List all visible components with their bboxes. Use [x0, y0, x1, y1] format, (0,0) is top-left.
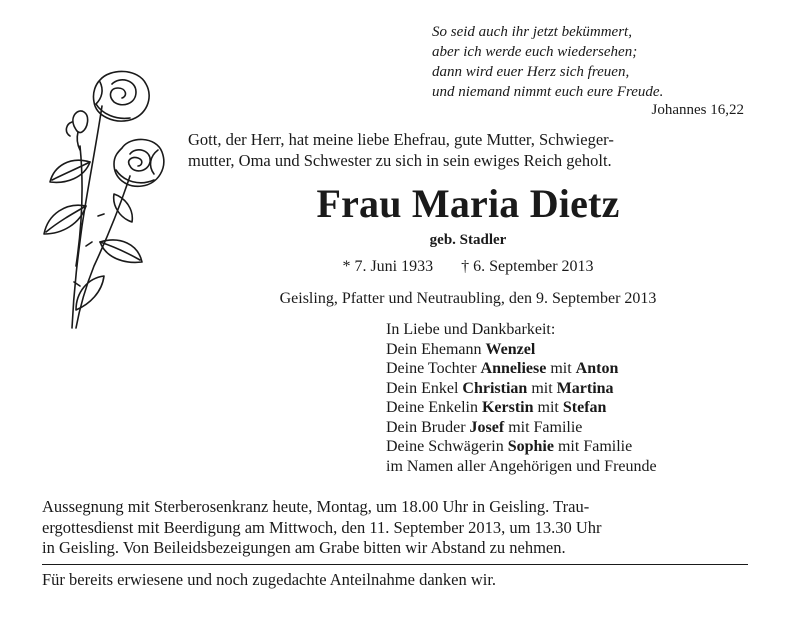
poem-line: aber ich werde euch wiedersehen;	[432, 44, 638, 60]
poem-block	[432, 22, 752, 102]
bible-reference: Johannes 16,22	[651, 102, 744, 118]
maiden-name: geb. Stadler	[429, 232, 507, 248]
mourners-closing: im Namen aller Angehörigen und Freunde	[386, 457, 657, 475]
announcement-intro	[188, 129, 748, 171]
birth-date: * 7. Juni 1933	[342, 258, 434, 275]
funeral-service-info	[42, 497, 748, 559]
poem-line: dann wird euer Herz sich freuen,	[432, 64, 630, 80]
mourner-line: Dein Bruder Josef mit Familie	[386, 418, 583, 436]
mourners-list	[386, 320, 766, 476]
thanks-note: Für bereits erwiesene und noch zugedachte Anteilnahme danken wir.	[42, 570, 497, 589]
poem-line: So seid auch ihr jetzt bekümmert,	[432, 24, 632, 40]
life-dates	[188, 258, 748, 276]
mourner-line: Deine Enkelin Kerstin mit Stefan	[386, 399, 607, 416]
intro-line: Gott, der Herr, hat meine liebe Ehefrau, gute Mutter, Schwieger-	[188, 130, 614, 149]
mourner-line: Dein Enkel Christian mit Martina	[386, 379, 614, 397]
rose-illustration-icon	[30, 66, 180, 336]
service-line: ergottesdienst mit Beerdigung am Mittwoch, den 11. September 2013, um 13.30 Uhr	[42, 517, 602, 537]
poem-line: und niemand nimmt euch eure Freude.	[432, 84, 664, 100]
mourner-line: Deine Tochter Anneliese mit Anton	[386, 360, 619, 377]
deceased-name: Frau Maria Dietz	[316, 181, 620, 226]
service-line: Aussegnung mit Sterberosenkranz heute, Montag, um 18.00 Uhr in Geisling. Trau-	[42, 497, 590, 516]
mourners-heading: In Liebe und Dankbarkeit:	[386, 321, 556, 338]
place-and-date: Geisling, Pfatter und Neutraubling, den 9. September 2013	[279, 290, 657, 307]
death-date: † 6. September 2013	[461, 258, 594, 275]
mourner-line: Deine Schwägerin Sophie mit Familie	[386, 438, 633, 455]
mourner-line: Dein Ehemann Wenzel	[386, 340, 536, 358]
intro-line: mutter, Oma und Schwester zu sich in sein ewiges Reich geholt.	[188, 151, 612, 170]
divider-line	[42, 564, 748, 565]
service-line: in Geisling. Von Beileidsbezeigungen am Grabe bitten wir Abstand zu nehmen.	[42, 538, 566, 557]
